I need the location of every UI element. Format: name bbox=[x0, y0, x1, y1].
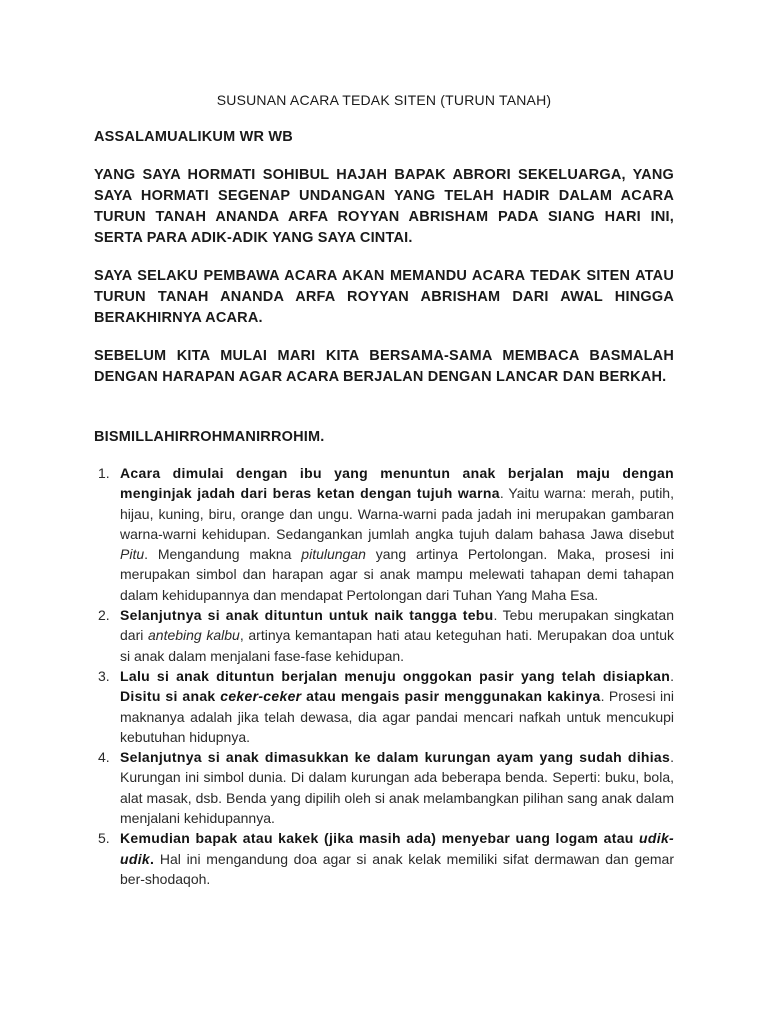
paragraph-welcome: YANG SAYA HORMATI SOHIBUL HAJAH BAPAK ABRORI SEKELUARGA, YANG SAYA HORMATI SEGENAP UNDANGAN YANG TELAH HADIR DALAM ACARA TURUN TANAH ANANDA ARFA ROYYAN ABRISHAM PADA SIANG HARI INI, SERTA PARA ADIK-ADIK YANG SAYA CINTAI. bbox=[94, 167, 674, 246]
list-item-heading: Selanjutnya si anak dimasukkan ke dalam kurungan ayam yang sudah dihias bbox=[120, 749, 671, 766]
list-item-text: , artinya kemantapan hati atau keteguhan hati. Merupakan doa untuk si anak dalam menjalani fase-fase kehidupan. bbox=[120, 627, 675, 664]
list-item-bold-italic: ceker-ceker bbox=[220, 688, 302, 705]
list-item-text: . bbox=[670, 667, 674, 684]
paragraph-opening-prayer: SEBELUM KITA MULAI MARI KITA BERSAMA-SAMA MEMBACA BASMALAH DENGAN HARAPAN AGAR ACARA BERJALAN DENGAN LANCAR DAN BERKAH. bbox=[94, 348, 674, 385]
list-item-italic: antebing kalbu bbox=[148, 627, 240, 644]
list-item-text: . Prosesi ini maknanya adalah jika telah dewasa, dia agar pandai mencari nafkah untuk mencukupi kebutuhan hidupnya. bbox=[120, 688, 674, 745]
list-item-text: Hal ini mengandung doa agar si anak kelak memiliki sifat dermawan dan gemar ber-shodaqoh. bbox=[120, 850, 674, 887]
list-item-text: . Tebu merupakan singkatan dari bbox=[120, 607, 674, 644]
greeting: ASSALAMUALIKUM WR WB bbox=[94, 129, 293, 145]
list-item-text: . Mengandung makna bbox=[144, 546, 302, 563]
list-item-heading: Selanjutnya si anak dituntun untuk naik tangga tebu bbox=[120, 607, 494, 624]
list-number: 5. bbox=[98, 830, 110, 847]
ceremony-steps-list bbox=[94, 463, 674, 889]
list-number: 3. bbox=[98, 667, 110, 684]
list-number: 2. bbox=[98, 607, 110, 624]
basmalah: BISMILLAHIRROHMANIRROHIM. bbox=[94, 429, 325, 445]
list-item-heading: atau mengais pasir menggunakan kakinya bbox=[301, 688, 601, 705]
list-item-text: . Kurungan ini simbol dunia. Di dalam kurungan ada beberapa benda. Seperti: buku, bola, alat masak, dsb. Benda yang dipilih oleh si anak melambangkan pilihan sang anak dalam menjalani kehidupannya. bbox=[120, 749, 674, 827]
document-title: SUSUNAN ACARA TEDAK SITEN (TURUN TANAH) bbox=[216, 92, 552, 108]
list-item-italic: Pitu bbox=[120, 546, 145, 563]
list-item-bold-italic: udik-udik bbox=[120, 830, 674, 867]
list-item bbox=[94, 828, 674, 889]
list-number: 4. bbox=[98, 749, 110, 766]
list-item-italic: pitulungan bbox=[301, 546, 366, 563]
list-item-text: yang artinya Pertolongan. Maka, prosesi ini merupakan simbol dan harapan agar si anak mampu melewati tahapan demi tahapan dalam kehidupannya dan mendapat Pertolongan dari Tuhan Yang Maha Esa. bbox=[120, 546, 674, 603]
list-item-heading: Lalu si anak dituntun berjalan menuju onggokan pasir yang telah disiapkan bbox=[120, 667, 671, 684]
list-number: 1. bbox=[98, 465, 110, 481]
list-item-heading: Acara dimulai dengan ibu yang menuntun anak berjalan maju dengan menginjak jadah dari beras ketan dengan tujuh warna bbox=[120, 465, 674, 502]
list-item bbox=[94, 605, 674, 666]
list-item bbox=[94, 666, 674, 747]
list-item bbox=[94, 463, 674, 605]
list-item bbox=[94, 747, 674, 828]
list-item-heading: Disitu si anak bbox=[120, 688, 221, 705]
list-item-heading: Kemudian bapak atau kakek (jika masih ada) menyebar uang logam atau bbox=[120, 830, 640, 847]
list-item-text: . Yaitu warna: merah, putih, hijau, kuning, biru, orange dan ungu. Warna-warni pada jadah ini merupakan gambaran warna-warni kehidupan. Sedangankan jumlah angka tujuh dalam bahasa Jawa disebut bbox=[120, 485, 674, 542]
paragraph-host-intro: SAYA SELAKU PEMBAWA ACARA AKAN MEMANDU ACARA TEDAK SITEN ATAU TURUN TANAH ANANDA ARFA ROYYAN ABRISHAM DARI AWAL HINGGA BERAKHIRNYA ACARA. bbox=[94, 268, 674, 326]
list-item-heading: . bbox=[149, 850, 155, 867]
